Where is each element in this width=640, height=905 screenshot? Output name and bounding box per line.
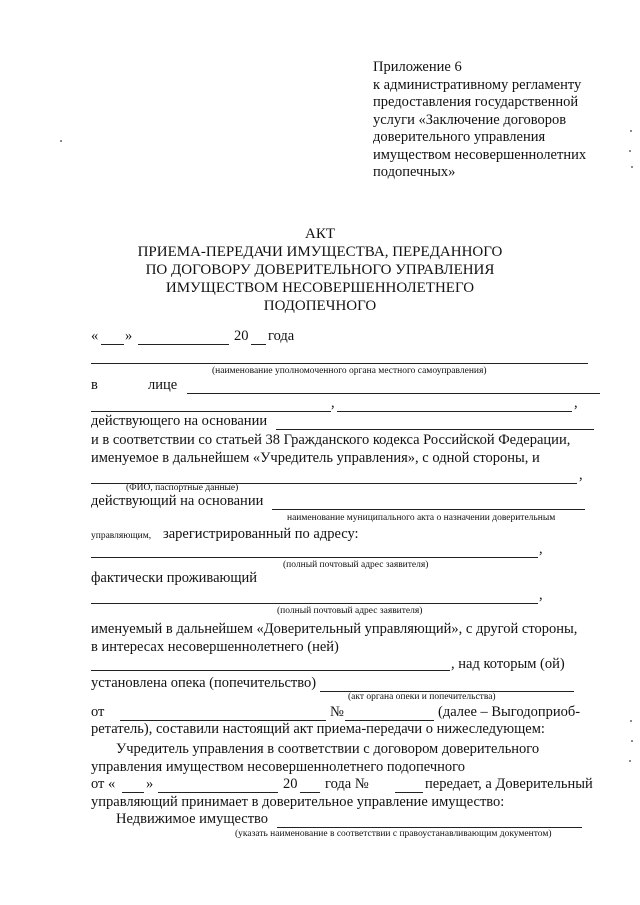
- appendix-line: доверительного управления: [373, 129, 546, 145]
- actual-address-field[interactable]: [91, 603, 538, 604]
- date-year-prefix: 20: [234, 328, 249, 344]
- date-month-field[interactable]: [138, 344, 229, 345]
- appendix-block: [373, 59, 586, 182]
- comma: ,: [574, 395, 578, 411]
- registered-address-field[interactable]: [91, 557, 538, 558]
- real-estate-field[interactable]: [277, 827, 582, 828]
- document-title-line: ИМУЩЕСТВОМ НЕСОВЕРШЕННОЛЕТНЕГО: [165, 280, 475, 296]
- minor-name-field[interactable]: [91, 670, 450, 671]
- from-label: от: [91, 704, 105, 720]
- authority-field[interactable]: [91, 363, 588, 364]
- date-close-quote: »: [125, 328, 133, 344]
- contract-date-close: »: [146, 776, 154, 792]
- paragraph-line: управляющий принимает в доверительное управление имущество:: [91, 794, 505, 810]
- beneficiary-text: (далее – Выгодоприоб-: [438, 704, 581, 720]
- over-whom-text: , над которым (ой): [451, 656, 565, 672]
- municipal-act-field[interactable]: [272, 509, 585, 510]
- contract-year-suffix: года №: [325, 776, 369, 792]
- document-title-line: ПОДОПЕЧНОГО: [263, 298, 377, 314]
- comma: ,: [539, 541, 543, 557]
- trustee-named-text: именуемый в дальнейшем «Доверительный управляющий», с другой стороны,: [91, 621, 578, 637]
- scan-speck: [629, 760, 631, 762]
- comma: ,: [539, 587, 543, 603]
- contract-number-field[interactable]: [395, 792, 423, 793]
- scan-speck: [631, 740, 633, 742]
- number-sign: №: [330, 704, 344, 720]
- transfer-text: передает, а Доверительный: [425, 776, 593, 792]
- beneficiary-continued: ретатель), составили настоящий акт приема-передачи о нижеследующем:: [91, 721, 545, 737]
- appendix-line: имуществом несовершеннолетних: [373, 146, 587, 163]
- date-open-quote: «: [91, 328, 99, 344]
- date-year-field[interactable]: [251, 344, 266, 345]
- actual-residence-label: фактически проживающий: [91, 570, 258, 586]
- representative-field-3[interactable]: [337, 411, 572, 412]
- comma: ,: [331, 395, 335, 411]
- contract-year-prefix: 20: [283, 776, 298, 792]
- managers-prefix: управляющим,: [91, 531, 152, 541]
- scan-speck: [629, 150, 631, 152]
- guardian-act-hint: (акт органа опеки и попечительства): [348, 692, 496, 702]
- date-day-field[interactable]: [101, 344, 124, 345]
- document-title-line: ПО ДОГОВОРУ ДОВЕРИТЕЛЬНОГО УПРАВЛЕНИЯ: [145, 262, 495, 278]
- municipal-act-hint: наименование муниципального акта о назначении доверительным: [287, 513, 556, 523]
- registered-address-label: зарегистрированный по адресу:: [163, 526, 359, 542]
- in-interests-text: в интересах несовершеннолетнего (ней): [91, 639, 339, 655]
- document-title-line: ПРИЕМА-ПЕРЕДАЧИ ИМУЩЕСТВА, ПЕРЕДАННОГО: [137, 244, 503, 260]
- comma: ,: [579, 467, 583, 483]
- representative-field-2[interactable]: [91, 411, 331, 412]
- guardianship-label: установлена опека (попечительство): [91, 675, 317, 691]
- postal-address-hint: (полный почтовый адрес заявителя): [277, 606, 423, 616]
- contract-date-open: от «: [91, 776, 116, 792]
- paragraph-line: Учредитель управления в соответствии с договором доверительного: [116, 741, 540, 757]
- scan-speck: [630, 130, 632, 132]
- fio-hint: (ФИО, паспортные данные): [126, 483, 239, 493]
- real-estate-hint: (указать наименование в соответствии с правоустанавливающим документом): [235, 829, 552, 839]
- document-title: АКТ: [305, 226, 335, 242]
- founder-named-text: именуемое в дальнейшем «Учредитель управления», с одной стороны, и: [91, 450, 540, 466]
- in-person-v: в: [91, 377, 98, 393]
- scan-speck: [630, 720, 632, 722]
- article-38-text: и в соответствии со статьей 38 Гражданского кодекса Российской Федерации,: [91, 432, 571, 448]
- appendix-line: услуги «Заключение договоров: [373, 111, 567, 128]
- authority-hint: (наименование уполномоченного органа местного самоуправления): [212, 366, 487, 376]
- paragraph-line: управления имуществом несовершеннолетнего подопечного: [91, 759, 466, 775]
- scan-speck: [631, 166, 633, 168]
- real-estate-label: Недвижимое имущество: [116, 811, 269, 827]
- acting-basis-label-2: действующий на основании: [91, 493, 264, 509]
- appendix-line: к административному регламенту: [373, 76, 582, 93]
- scan-speck: [60, 140, 62, 142]
- appendix-line: предоставления государственной: [373, 94, 579, 110]
- acting-basis-field[interactable]: [276, 429, 594, 430]
- contract-year-field[interactable]: [300, 792, 320, 793]
- acting-basis-label: действующего на основании: [91, 413, 268, 429]
- date-year-suffix: года: [268, 328, 295, 344]
- in-person-face: лице: [148, 377, 178, 393]
- appendix-line: подопечных»: [373, 164, 456, 180]
- postal-address-hint: (полный почтовый адрес заявителя): [283, 560, 429, 570]
- contract-day-field[interactable]: [122, 792, 144, 793]
- contract-month-field[interactable]: [158, 792, 278, 793]
- representative-field[interactable]: [187, 393, 600, 394]
- appendix-line: Приложение 6: [373, 59, 462, 75]
